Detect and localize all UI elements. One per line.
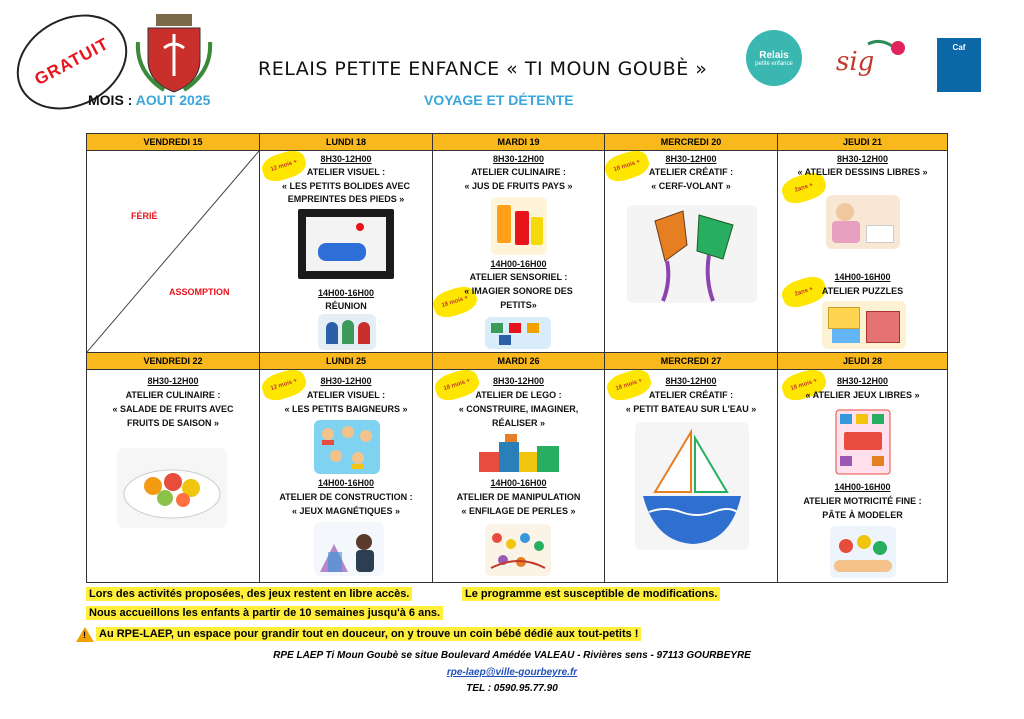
activity-line: « PETIT BATEAU SUR L'EAU » [625,404,757,414]
activity-line: ATELIER MOTRICITÉ FINE : [803,496,922,506]
magnetic-tiles-photo [314,522,384,576]
assomption-label: ASSOMPTION [169,287,230,297]
warning-icon: ! [76,627,94,642]
city-crest-logo [134,12,214,94]
time-morning: 8H30-12H00 [836,154,889,164]
swimmers-photo [314,420,380,474]
header-mercredi-27: MERCREDI 27 [605,353,778,370]
email-line [0,667,1024,678]
cell-mardi-19 [433,151,605,353]
age-badge: 18 mois + [602,147,652,185]
header-jeudi-28: JEUDI 28 [778,353,947,370]
time-afternoon: 14H00-16H00 [490,259,547,269]
activity-line: « ATELIER DESSINS LIBRES » [797,167,928,177]
address-line: RPE LAEP Ti Moun Goubè se situe Boulevard Amédée VALEAU - Rivières sens - 97113 GOURBEYRE [273,650,751,661]
caf-logo-text: Caf [952,43,966,52]
header-vendredi-15: VENDREDI 15 [87,134,260,151]
activity-line: ATELIER DE CONSTRUCTION : [279,492,413,502]
diagonal-line [87,151,259,352]
sig-logo-text: sig [836,47,875,77]
time-afternoon: 14H00-16H00 [834,482,891,492]
activity-photo [298,209,394,279]
time-morning: 8H30-12H00 [665,376,717,386]
activity-line: « ATELIER JEUX LIBRES » [805,390,920,400]
puzzle-photo [822,301,906,349]
page-title: RELAIS PETITE ENFANCE « TI MOUN GOUBÈ » [258,58,708,80]
time-afternoon: 14H00-16H00 [317,478,375,488]
ferie-label: FÉRIÉ [131,211,158,221]
header-lundi-25: LUNDI 25 [260,353,433,370]
activity-line: « IMAGIER SONORE DES [464,286,573,296]
time-morning: 8H30-12H00 [320,376,372,386]
email-link[interactable]: rpe-laep@ville-gourbeyre.fr [446,667,578,678]
activity-line: ATELIER PUZZLES [821,286,904,296]
activity-line: ATELIER SENSORIEL : [469,272,568,282]
play-dough-photo [830,526,896,578]
activity-line: EMPREINTES DES PIEDS » [287,194,405,204]
cell-mercredi-27 [605,370,778,582]
activity-line: « SALADE DE FRUITS AVEC [112,404,234,414]
activity-line: ATELIER CRÉATIF : [648,390,734,400]
cell-jeudi-28 [778,370,947,582]
note-modifications: Le programme est susceptible de modifications. [462,587,720,601]
time-afternoon: 14H00-16H00 [834,272,891,282]
theme-subtitle: VOYAGE ET DÉTENTE [424,92,574,108]
meeting-illustration [318,314,376,350]
free-play-poster [832,406,894,478]
month-line [88,92,210,108]
cell-vendredi-15 [87,151,260,353]
activity-line: « LES PETITS BAIGNEURS » [284,404,408,414]
activity-line: ATELIER CULINAIRE : [125,390,221,400]
cell-jeudi-21 [778,151,947,353]
activity-line: « CONSTRUIRE, IMAGINER, [458,404,579,414]
time-morning: 8H30-12H00 [320,154,372,164]
month-label: MOIS : [88,92,133,108]
activity-line: RÉALISER » [491,418,545,428]
activity-line: PÂTE À MODELER [822,510,903,520]
paper-boat-photo [635,422,749,550]
note-age-range: Nous accueillons les enfants à partir de 10 semaines jusqu'à 6 ans. [86,606,443,620]
gratuit-stamp [0,0,144,128]
activity-line: RÉUNION [325,301,367,311]
activity-line: PETITS» [500,300,537,310]
note-free-access: Lors des activités proposées, des jeux restent en libre accès. [86,587,412,601]
note-baby-corner: Au RPE-LAEP, un espace pour grandir tout en douceur, on y trouve un coin bébé dédié aux tout-petits ! [96,627,641,641]
activity-line: ATELIER DE LEGO : [475,390,562,400]
activity-line: « JUS DE FRUITS PAYS » [464,181,573,191]
beads-photo [485,524,551,576]
age-badge: 2ans + [779,169,829,207]
activity-line: « JEUX MAGNÉTIQUES » [291,506,401,516]
relais-logo-title: Relais [759,49,789,61]
time-afternoon: 14H00-16H00 [317,288,375,298]
activity-line: « CERF-VOLANT » [651,181,731,191]
age-badge: 18 mois + [604,366,654,404]
time-afternoon: 14H00-16H00 [490,478,547,488]
time-morning: 8H30-12H00 [492,376,545,386]
time-morning: 8H30-12H00 [836,376,889,386]
age-badge: 12 mois + [259,366,309,404]
cell-lundi-18 [260,151,433,353]
activity-line: « LES PETITS BOLIDES AVEC [281,181,411,191]
activity-line: ATELIER VISUEL : [306,390,386,400]
header-mardi-19: MARDI 19 [433,134,605,151]
relais-logo [746,30,802,86]
cell-vendredi-22 [87,370,260,582]
gratuit-text: GRATUIT [31,34,113,90]
fruit-juice-photo [491,197,547,255]
cell-mercredi-20 [605,151,778,353]
age-badge: 2ans + [779,273,829,311]
header-lundi-18: LUNDI 18 [260,134,433,151]
time-morning: 8H30-12H00 [492,154,545,164]
header-mardi-26: MARDI 26 [433,353,605,370]
relais-logo-sub: petite enfance [755,60,793,67]
phone-line: TEL : 0590.95.77.90 [466,683,558,694]
time-morning: 8H30-12H00 [147,376,199,386]
time-morning: 8H30-12H00 [665,154,717,164]
lego-photo [475,432,563,476]
header-mercredi-20: MERCREDI 20 [605,134,778,151]
age-badge: 18 mois + [430,283,480,321]
activity-line: ATELIER VISUEL : [306,167,386,177]
activity-line: « ENFILAGE DE PERLES » [461,506,576,516]
activity-line: ATELIER CULINAIRE : [471,167,566,177]
kite-photo [627,205,757,303]
activity-line: ATELIER DE MANIPULATION [456,492,581,502]
activity-line: ATELIER CRÉATIF : [648,167,734,177]
drawing-photo [826,195,900,249]
picture-book-photo [485,317,551,349]
fruit-salad-photo [117,448,227,528]
month-value: AOUT 2025 [135,92,211,108]
header-vendredi-22: VENDREDI 22 [87,353,260,370]
cell-lundi-25 [260,370,433,582]
age-badge: 18 mois + [432,366,482,404]
cell-mardi-26 [433,370,605,582]
sig-logo [832,36,908,80]
header-jeudi-21: JEUDI 21 [778,134,947,151]
caf-logo [937,38,981,92]
age-badge: 12 mois + [259,147,309,185]
schedule-grid [86,133,948,583]
activity-line: FRUITS DE SAISON » [126,418,219,428]
age-badge: 18 mois + [779,366,829,404]
